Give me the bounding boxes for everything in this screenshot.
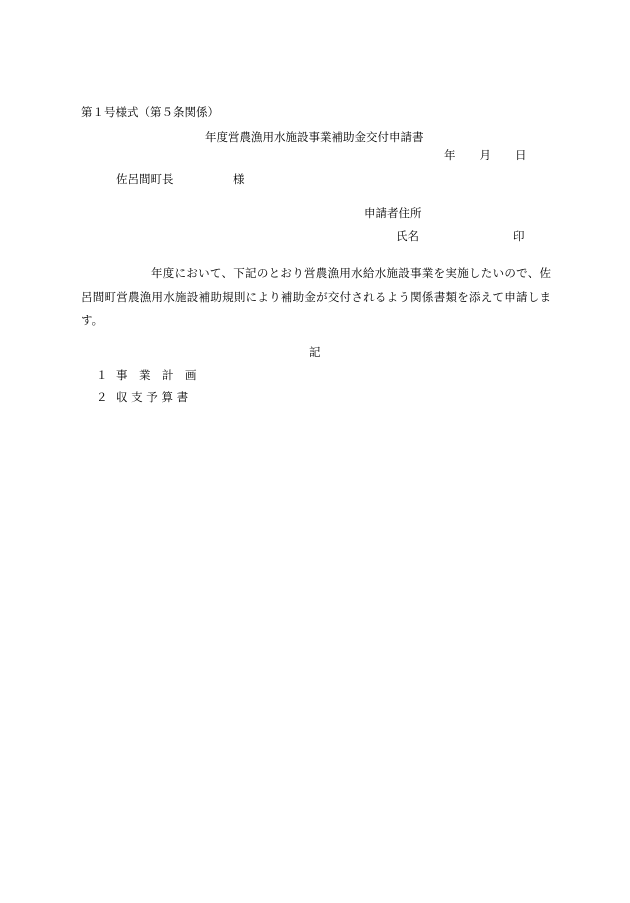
date-day: 日 [515,148,527,162]
date-month: 月 [479,148,491,162]
item-1 [96,370,197,382]
item-2 [96,392,188,404]
item-2-number: ２ [96,390,108,404]
ki-heading: 記 [309,345,321,359]
addressee-honorific: 様 [233,172,245,186]
date-year: 年 [444,148,456,162]
body-paragraph: 年度において、下記のとおり営農漁用水給水施設事業を実施したいので、佐呂間町営農漁用水施設補助規則により補助金が交付されるよう関係書類を添えて申請します。 [81,266,551,327]
applicant-address-label: 申請者住所 [364,206,422,220]
item-1-number: １ [96,368,108,382]
form-number: 第１号様式（第５条関係） [81,105,219,119]
item-1-label: 事 業 計 画 [116,368,197,382]
applicant-seal: 印 [513,229,525,243]
date-line [444,150,527,162]
form-title: 年度営農漁用水施設事業補助金交付申請書 [205,130,424,144]
addressee-name: 佐呂間町長 [116,172,174,186]
applicant-name-label: 氏名 [396,229,419,243]
item-2-label: 収 支 予 算 書 [116,390,189,404]
